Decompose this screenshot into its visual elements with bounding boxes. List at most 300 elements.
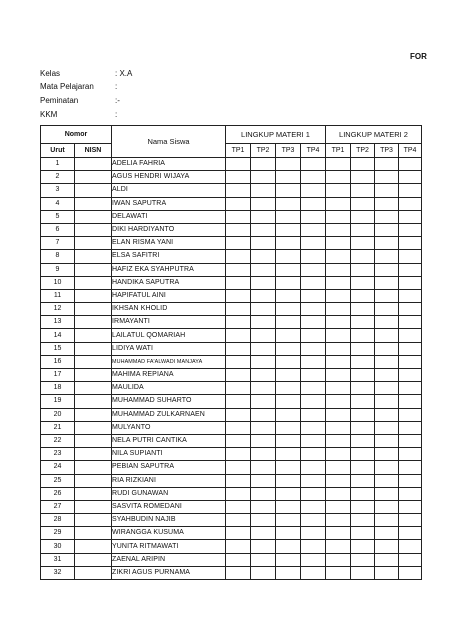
score-cell[interactable] bbox=[399, 514, 422, 527]
row-nisn[interactable] bbox=[75, 369, 112, 382]
row-nisn[interactable] bbox=[75, 500, 112, 513]
score-cell[interactable] bbox=[351, 355, 375, 368]
score-cell[interactable] bbox=[251, 369, 276, 382]
score-cell[interactable] bbox=[399, 500, 422, 513]
score-cell[interactable] bbox=[301, 487, 326, 500]
score-cell[interactable] bbox=[301, 527, 326, 540]
score-cell[interactable] bbox=[351, 171, 375, 184]
score-cell[interactable] bbox=[251, 342, 276, 355]
score-cell[interactable] bbox=[301, 197, 326, 210]
score-cell[interactable] bbox=[375, 474, 399, 487]
score-cell[interactable] bbox=[375, 461, 399, 474]
score-cell[interactable] bbox=[375, 395, 399, 408]
row-nisn[interactable] bbox=[75, 276, 112, 289]
score-cell[interactable] bbox=[301, 553, 326, 566]
row-nisn[interactable] bbox=[75, 527, 112, 540]
score-cell[interactable] bbox=[276, 514, 301, 527]
score-cell[interactable] bbox=[399, 382, 422, 395]
score-cell[interactable] bbox=[276, 408, 301, 421]
score-cell[interactable] bbox=[226, 434, 251, 447]
score-cell[interactable] bbox=[301, 421, 326, 434]
score-cell[interactable] bbox=[375, 566, 399, 579]
row-nisn[interactable] bbox=[75, 210, 112, 223]
score-cell[interactable] bbox=[276, 303, 301, 316]
score-cell[interactable] bbox=[276, 527, 301, 540]
score-cell[interactable] bbox=[276, 223, 301, 236]
score-cell[interactable] bbox=[351, 276, 375, 289]
score-cell[interactable] bbox=[276, 276, 301, 289]
score-cell[interactable] bbox=[301, 342, 326, 355]
score-cell[interactable] bbox=[326, 566, 351, 579]
score-cell[interactable] bbox=[351, 237, 375, 250]
row-student-name: HAFIZ EKA SYAHPUTRA bbox=[112, 263, 226, 276]
score-cell[interactable] bbox=[226, 527, 251, 540]
score-cell[interactable] bbox=[326, 487, 351, 500]
score-cell[interactable] bbox=[351, 461, 375, 474]
score-cell[interactable] bbox=[226, 474, 251, 487]
score-cell[interactable] bbox=[375, 184, 399, 197]
score-cell[interactable] bbox=[351, 250, 375, 263]
score-cell[interactable] bbox=[399, 566, 422, 579]
score-cell[interactable] bbox=[301, 514, 326, 527]
score-cell[interactable] bbox=[251, 500, 276, 513]
row-number: 29 bbox=[41, 527, 75, 540]
score-cell[interactable] bbox=[226, 395, 251, 408]
score-cell[interactable] bbox=[326, 210, 351, 223]
score-cell[interactable] bbox=[375, 448, 399, 461]
score-cell[interactable] bbox=[251, 553, 276, 566]
score-cell[interactable] bbox=[276, 171, 301, 184]
score-cell[interactable] bbox=[399, 210, 422, 223]
score-cell[interactable] bbox=[326, 197, 351, 210]
score-cell[interactable] bbox=[326, 250, 351, 263]
score-cell[interactable] bbox=[375, 197, 399, 210]
row-nisn[interactable] bbox=[75, 421, 112, 434]
score-cell[interactable] bbox=[301, 540, 326, 553]
row-student-name: IRMAYANTI bbox=[112, 316, 226, 329]
score-cell[interactable] bbox=[276, 158, 301, 171]
score-cell[interactable] bbox=[251, 263, 276, 276]
score-cell[interactable] bbox=[251, 395, 276, 408]
score-cell[interactable] bbox=[399, 434, 422, 447]
score-cell[interactable] bbox=[251, 316, 276, 329]
score-cell[interactable] bbox=[399, 171, 422, 184]
row-nisn[interactable] bbox=[75, 355, 112, 368]
score-cell[interactable] bbox=[226, 461, 251, 474]
score-cell[interactable] bbox=[399, 289, 422, 302]
row-nisn[interactable] bbox=[75, 553, 112, 566]
score-cell[interactable] bbox=[301, 395, 326, 408]
score-cell[interactable] bbox=[276, 434, 301, 447]
score-cell[interactable] bbox=[351, 223, 375, 236]
score-cell[interactable] bbox=[251, 237, 276, 250]
score-cell[interactable] bbox=[399, 461, 422, 474]
score-cell[interactable] bbox=[276, 237, 301, 250]
score-cell[interactable] bbox=[326, 382, 351, 395]
score-cell[interactable] bbox=[226, 566, 251, 579]
score-cell[interactable] bbox=[399, 250, 422, 263]
score-cell[interactable] bbox=[301, 276, 326, 289]
score-cell[interactable] bbox=[326, 369, 351, 382]
score-cell[interactable] bbox=[326, 316, 351, 329]
score-cell[interactable] bbox=[326, 527, 351, 540]
row-nisn[interactable] bbox=[75, 566, 112, 579]
score-cell[interactable] bbox=[351, 289, 375, 302]
score-cell[interactable] bbox=[301, 566, 326, 579]
score-cell[interactable] bbox=[276, 474, 301, 487]
score-cell[interactable] bbox=[301, 263, 326, 276]
score-cell[interactable] bbox=[301, 408, 326, 421]
score-cell[interactable] bbox=[226, 237, 251, 250]
score-cell[interactable] bbox=[399, 158, 422, 171]
score-cell[interactable] bbox=[251, 276, 276, 289]
score-cell[interactable] bbox=[326, 408, 351, 421]
score-cell[interactable] bbox=[375, 250, 399, 263]
score-cell[interactable] bbox=[301, 237, 326, 250]
row-nisn[interactable] bbox=[75, 223, 112, 236]
row-nisn[interactable] bbox=[75, 382, 112, 395]
score-cell[interactable] bbox=[351, 500, 375, 513]
score-cell[interactable] bbox=[399, 408, 422, 421]
score-cell[interactable] bbox=[351, 342, 375, 355]
score-cell[interactable] bbox=[399, 527, 422, 540]
score-cell[interactable] bbox=[375, 408, 399, 421]
score-cell[interactable] bbox=[226, 553, 251, 566]
score-cell[interactable] bbox=[351, 474, 375, 487]
score-cell[interactable] bbox=[326, 421, 351, 434]
score-cell[interactable] bbox=[326, 276, 351, 289]
score-cell[interactable] bbox=[251, 474, 276, 487]
score-cell[interactable] bbox=[276, 355, 301, 368]
table-row bbox=[41, 434, 422, 447]
score-cell[interactable] bbox=[399, 421, 422, 434]
row-nisn[interactable] bbox=[75, 184, 112, 197]
score-cell[interactable] bbox=[375, 276, 399, 289]
row-nisn[interactable] bbox=[75, 171, 112, 184]
score-cell[interactable] bbox=[326, 342, 351, 355]
score-cell[interactable] bbox=[351, 197, 375, 210]
score-cell[interactable] bbox=[226, 210, 251, 223]
row-nisn[interactable] bbox=[75, 263, 112, 276]
score-cell[interactable] bbox=[251, 527, 276, 540]
score-cell[interactable] bbox=[375, 487, 399, 500]
score-cell[interactable] bbox=[301, 500, 326, 513]
score-cell[interactable] bbox=[226, 171, 251, 184]
score-cell[interactable] bbox=[251, 540, 276, 553]
score-cell[interactable] bbox=[375, 223, 399, 236]
score-cell[interactable] bbox=[251, 421, 276, 434]
score-cell[interactable] bbox=[251, 197, 276, 210]
score-cell[interactable] bbox=[226, 514, 251, 527]
score-cell[interactable] bbox=[276, 250, 301, 263]
row-nisn[interactable] bbox=[75, 303, 112, 316]
score-cell[interactable] bbox=[399, 184, 422, 197]
row-nisn[interactable] bbox=[75, 461, 112, 474]
score-cell[interactable] bbox=[351, 566, 375, 579]
score-cell[interactable] bbox=[326, 514, 351, 527]
score-cell[interactable] bbox=[375, 421, 399, 434]
score-cell[interactable] bbox=[375, 210, 399, 223]
score-cell[interactable] bbox=[251, 303, 276, 316]
score-cell[interactable] bbox=[301, 474, 326, 487]
score-cell[interactable] bbox=[326, 303, 351, 316]
score-cell[interactable] bbox=[399, 197, 422, 210]
score-cell[interactable] bbox=[226, 342, 251, 355]
table-row bbox=[41, 342, 422, 355]
score-cell[interactable] bbox=[351, 184, 375, 197]
score-cell[interactable] bbox=[251, 408, 276, 421]
score-cell[interactable] bbox=[326, 184, 351, 197]
score-cell[interactable] bbox=[375, 289, 399, 302]
score-cell[interactable] bbox=[326, 540, 351, 553]
score-cell[interactable] bbox=[351, 408, 375, 421]
score-cell[interactable] bbox=[301, 210, 326, 223]
row-nisn[interactable] bbox=[75, 514, 112, 527]
score-cell[interactable] bbox=[351, 158, 375, 171]
score-cell[interactable] bbox=[226, 369, 251, 382]
score-cell[interactable] bbox=[399, 355, 422, 368]
score-cell[interactable] bbox=[226, 382, 251, 395]
score-cell[interactable] bbox=[226, 421, 251, 434]
score-cell[interactable] bbox=[326, 448, 351, 461]
score-cell[interactable] bbox=[251, 461, 276, 474]
score-cell[interactable] bbox=[326, 171, 351, 184]
score-cell[interactable] bbox=[251, 448, 276, 461]
row-nisn[interactable] bbox=[75, 395, 112, 408]
row-nisn[interactable] bbox=[75, 237, 112, 250]
score-cell[interactable] bbox=[226, 289, 251, 302]
score-cell[interactable] bbox=[276, 382, 301, 395]
score-cell[interactable] bbox=[351, 487, 375, 500]
score-cell[interactable] bbox=[301, 303, 326, 316]
score-cell[interactable] bbox=[301, 355, 326, 368]
score-cell[interactable] bbox=[226, 184, 251, 197]
score-cell[interactable] bbox=[226, 250, 251, 263]
score-cell[interactable] bbox=[326, 223, 351, 236]
score-cell[interactable] bbox=[351, 303, 375, 316]
row-nisn[interactable] bbox=[75, 408, 112, 421]
score-cell[interactable] bbox=[276, 289, 301, 302]
score-cell[interactable] bbox=[375, 500, 399, 513]
score-cell[interactable] bbox=[326, 289, 351, 302]
score-cell[interactable] bbox=[276, 461, 301, 474]
score-cell[interactable] bbox=[351, 210, 375, 223]
score-cell[interactable] bbox=[251, 487, 276, 500]
score-cell[interactable] bbox=[326, 355, 351, 368]
score-cell[interactable] bbox=[399, 237, 422, 250]
score-cell[interactable] bbox=[276, 329, 301, 342]
table-row bbox=[41, 197, 422, 210]
row-nisn[interactable] bbox=[75, 329, 112, 342]
score-cell[interactable] bbox=[301, 448, 326, 461]
score-cell[interactable] bbox=[251, 289, 276, 302]
score-cell[interactable] bbox=[399, 263, 422, 276]
score-cell[interactable] bbox=[226, 329, 251, 342]
score-cell[interactable] bbox=[276, 316, 301, 329]
score-cell[interactable] bbox=[399, 395, 422, 408]
score-cell[interactable] bbox=[326, 237, 351, 250]
row-nisn[interactable] bbox=[75, 540, 112, 553]
score-cell[interactable] bbox=[351, 263, 375, 276]
row-student-name: ELSA SAFITRI bbox=[112, 250, 226, 263]
score-cell[interactable] bbox=[226, 197, 251, 210]
score-cell[interactable] bbox=[276, 487, 301, 500]
score-cell[interactable] bbox=[276, 369, 301, 382]
score-cell[interactable] bbox=[276, 263, 301, 276]
score-cell[interactable] bbox=[351, 434, 375, 447]
score-cell[interactable] bbox=[301, 250, 326, 263]
score-cell[interactable] bbox=[399, 369, 422, 382]
score-cell[interactable] bbox=[301, 171, 326, 184]
score-cell[interactable] bbox=[351, 395, 375, 408]
score-cell[interactable] bbox=[375, 158, 399, 171]
row-nisn[interactable] bbox=[75, 197, 112, 210]
score-cell[interactable] bbox=[399, 329, 422, 342]
row-student-name: MUHAMMAD ZULKARNAEN bbox=[112, 408, 226, 421]
score-cell[interactable] bbox=[276, 553, 301, 566]
score-cell[interactable] bbox=[226, 487, 251, 500]
score-cell[interactable] bbox=[251, 210, 276, 223]
score-cell[interactable] bbox=[351, 382, 375, 395]
score-cell[interactable] bbox=[375, 355, 399, 368]
score-cell[interactable] bbox=[251, 171, 276, 184]
score-cell[interactable] bbox=[375, 527, 399, 540]
score-cell[interactable] bbox=[326, 263, 351, 276]
score-cell[interactable] bbox=[276, 500, 301, 513]
score-cell[interactable] bbox=[276, 197, 301, 210]
score-cell[interactable] bbox=[399, 303, 422, 316]
score-cell[interactable] bbox=[251, 250, 276, 263]
score-cell[interactable] bbox=[375, 382, 399, 395]
score-cell[interactable] bbox=[351, 514, 375, 527]
score-cell[interactable] bbox=[399, 474, 422, 487]
score-cell[interactable] bbox=[251, 566, 276, 579]
row-nisn[interactable] bbox=[75, 474, 112, 487]
score-cell[interactable] bbox=[301, 369, 326, 382]
score-cell[interactable] bbox=[226, 500, 251, 513]
score-cell[interactable] bbox=[399, 276, 422, 289]
row-student-name: SASVITA ROMEDANI bbox=[112, 500, 226, 513]
score-cell[interactable] bbox=[301, 316, 326, 329]
score-cell[interactable] bbox=[226, 158, 251, 171]
score-cell[interactable] bbox=[226, 448, 251, 461]
score-cell[interactable] bbox=[351, 316, 375, 329]
score-cell[interactable] bbox=[251, 382, 276, 395]
score-cell[interactable] bbox=[301, 382, 326, 395]
score-cell[interactable] bbox=[375, 237, 399, 250]
score-cell[interactable] bbox=[351, 540, 375, 553]
score-cell[interactable] bbox=[276, 210, 301, 223]
score-cell[interactable] bbox=[326, 500, 351, 513]
score-cell[interactable] bbox=[375, 316, 399, 329]
score-cell[interactable] bbox=[226, 316, 251, 329]
score-cell[interactable] bbox=[326, 329, 351, 342]
score-cell[interactable] bbox=[399, 223, 422, 236]
score-cell[interactable] bbox=[375, 303, 399, 316]
score-cell[interactable] bbox=[301, 434, 326, 447]
score-cell[interactable] bbox=[251, 514, 276, 527]
score-cell[interactable] bbox=[399, 553, 422, 566]
score-cell[interactable] bbox=[375, 540, 399, 553]
score-cell[interactable] bbox=[326, 158, 351, 171]
score-cell[interactable] bbox=[276, 342, 301, 355]
score-cell[interactable] bbox=[326, 461, 351, 474]
score-cell[interactable] bbox=[301, 461, 326, 474]
score-cell[interactable] bbox=[276, 566, 301, 579]
score-cell[interactable] bbox=[351, 553, 375, 566]
score-cell[interactable] bbox=[276, 540, 301, 553]
row-student-name: LAILATUL QOMARIAH bbox=[112, 329, 226, 342]
score-cell[interactable] bbox=[226, 263, 251, 276]
score-cell[interactable] bbox=[375, 514, 399, 527]
row-number: 4 bbox=[41, 197, 75, 210]
row-nisn[interactable] bbox=[75, 250, 112, 263]
score-cell[interactable] bbox=[251, 434, 276, 447]
score-cell[interactable] bbox=[399, 316, 422, 329]
score-cell[interactable] bbox=[399, 342, 422, 355]
score-cell[interactable] bbox=[399, 448, 422, 461]
score-cell[interactable] bbox=[351, 527, 375, 540]
score-cell[interactable] bbox=[375, 329, 399, 342]
row-nisn[interactable] bbox=[75, 289, 112, 302]
row-nisn[interactable] bbox=[75, 342, 112, 355]
score-cell[interactable] bbox=[251, 223, 276, 236]
score-cell[interactable] bbox=[226, 223, 251, 236]
score-cell[interactable] bbox=[276, 184, 301, 197]
score-cell[interactable] bbox=[351, 421, 375, 434]
score-cell[interactable] bbox=[251, 184, 276, 197]
score-cell[interactable] bbox=[251, 158, 276, 171]
score-cell[interactable] bbox=[399, 540, 422, 553]
score-cell[interactable] bbox=[301, 329, 326, 342]
score-cell[interactable] bbox=[375, 171, 399, 184]
score-cell[interactable] bbox=[375, 369, 399, 382]
row-nisn[interactable] bbox=[75, 448, 112, 461]
score-cell[interactable] bbox=[276, 448, 301, 461]
score-cell[interactable] bbox=[301, 184, 326, 197]
row-student-name: PEBIAN SAPUTRA bbox=[112, 461, 226, 474]
row-nisn[interactable] bbox=[75, 316, 112, 329]
score-cell[interactable] bbox=[375, 434, 399, 447]
score-cell[interactable] bbox=[326, 474, 351, 487]
score-cell[interactable] bbox=[226, 408, 251, 421]
row-nisn[interactable] bbox=[75, 487, 112, 500]
score-cell[interactable] bbox=[301, 223, 326, 236]
score-cell[interactable] bbox=[251, 329, 276, 342]
score-cell[interactable] bbox=[226, 540, 251, 553]
row-nisn[interactable] bbox=[75, 434, 112, 447]
score-cell[interactable] bbox=[351, 329, 375, 342]
score-cell[interactable] bbox=[251, 355, 276, 368]
score-cell[interactable] bbox=[226, 303, 251, 316]
score-cell[interactable] bbox=[375, 553, 399, 566]
score-cell[interactable] bbox=[375, 263, 399, 276]
score-cell[interactable] bbox=[276, 395, 301, 408]
score-cell[interactable] bbox=[351, 448, 375, 461]
score-cell[interactable] bbox=[226, 355, 251, 368]
score-cell[interactable] bbox=[276, 421, 301, 434]
score-cell[interactable] bbox=[326, 434, 351, 447]
score-cell[interactable] bbox=[301, 289, 326, 302]
row-nisn[interactable] bbox=[75, 158, 112, 171]
score-cell[interactable] bbox=[226, 276, 251, 289]
score-cell[interactable] bbox=[399, 487, 422, 500]
score-cell[interactable] bbox=[326, 395, 351, 408]
score-cell[interactable] bbox=[375, 342, 399, 355]
score-cell[interactable] bbox=[351, 369, 375, 382]
score-cell[interactable] bbox=[326, 553, 351, 566]
score-cell[interactable] bbox=[301, 158, 326, 171]
